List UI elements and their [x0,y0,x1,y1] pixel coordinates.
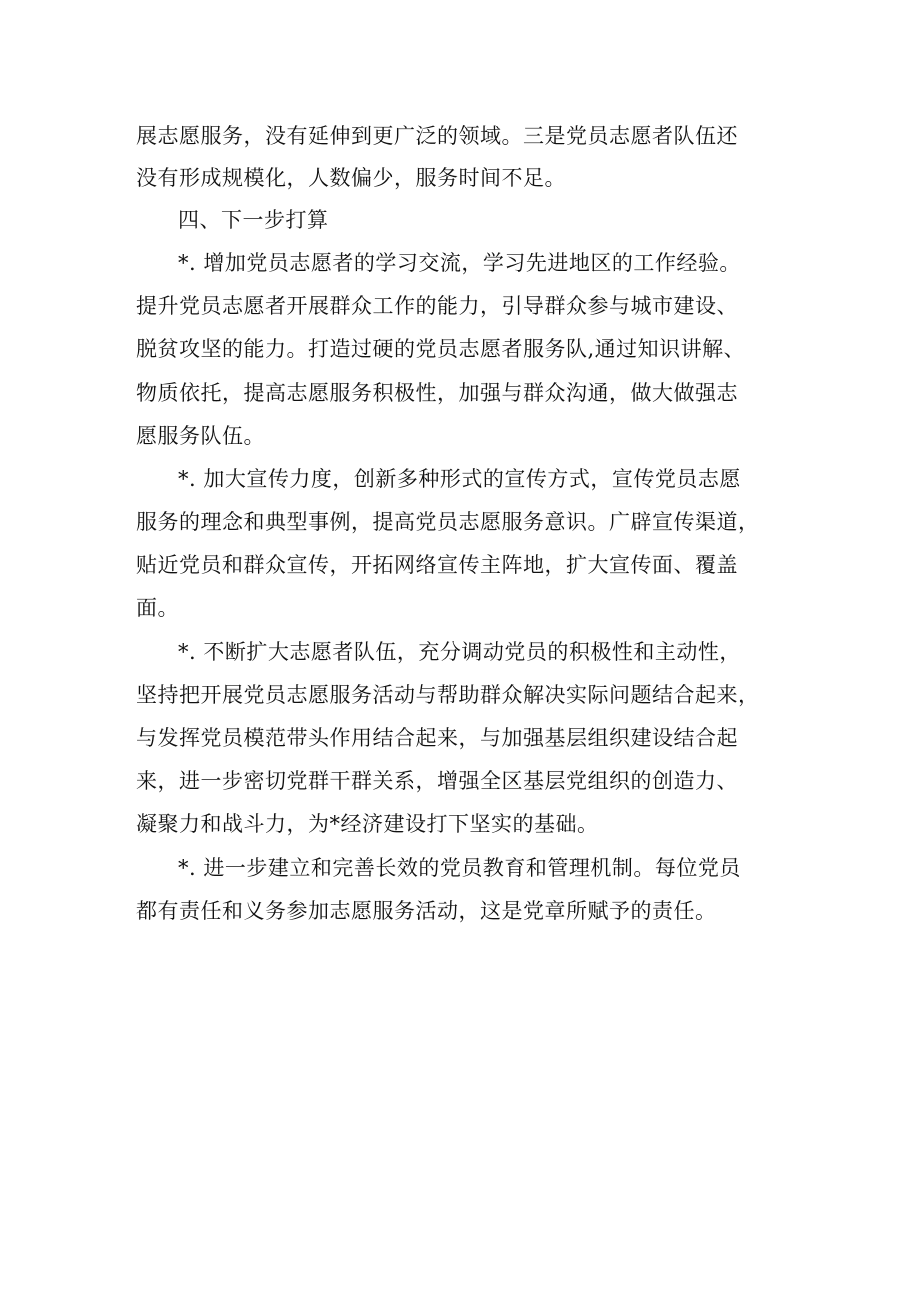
text-line: 贴近党员和群众宣传，开拓网络宣传主阵地，扩大宣传面、覆盖 [136,553,738,577]
text-line: *. 增加党员志愿者的学习交流，学习先进地区的工作经验。 [178,251,741,275]
text-line: 脱贫攻坚的能力。打造过硬的党员志愿者服务队,通过知识讲解、 [136,337,746,361]
text-line: 坚持把开展党员志愿服务活动与帮助群众解决实际问题结合起来， [136,683,760,707]
text-line: 物质依托，提高志愿服务积极性，加强与群众沟通，做大做强志 [136,381,738,405]
text-line: 与发挥党员模范带头作用结合起来，与加强基层组织建设结合起 [136,726,738,750]
text-line: *. 进一步建立和完善长效的党员教育和管理机制。每位党员 [178,856,741,880]
text-line: 凝聚力和战斗力，为*经济建设打下坚实的基础。 [136,812,599,836]
text-line: 面。 [136,596,179,620]
text-line: *. 不断扩大志愿者队伍，充分调动党员的积极性和主动性， [178,640,741,664]
text-line: 愿服务队伍。 [136,424,265,448]
text-line: 没有形成规模化，人数偏少，服务时间不足。 [136,166,566,190]
text-line: 服务的理念和典型事例，提高党员志愿服务意识。广辟宣传渠道， [136,510,760,534]
text-line: 来，进一步密切党群干群关系，增强全区基层党组织的创造力、 [136,769,738,793]
section-heading: 四、下一步打算 [178,208,329,232]
text-line: 都有责任和义务参加志愿服务活动，这是党章所赋予的责任。 [136,899,717,923]
text-line: 提升党员志愿者开展群众工作的能力，引导群众参与城市建设、 [136,294,738,318]
text-line: 展志愿服务，没有延伸到更广泛的领域。三是党员志愿者队伍还 [136,124,738,148]
text-line: *. 加大宣传力度，创新多种形式的宣传方式，宣传党员志愿 [178,467,741,491]
